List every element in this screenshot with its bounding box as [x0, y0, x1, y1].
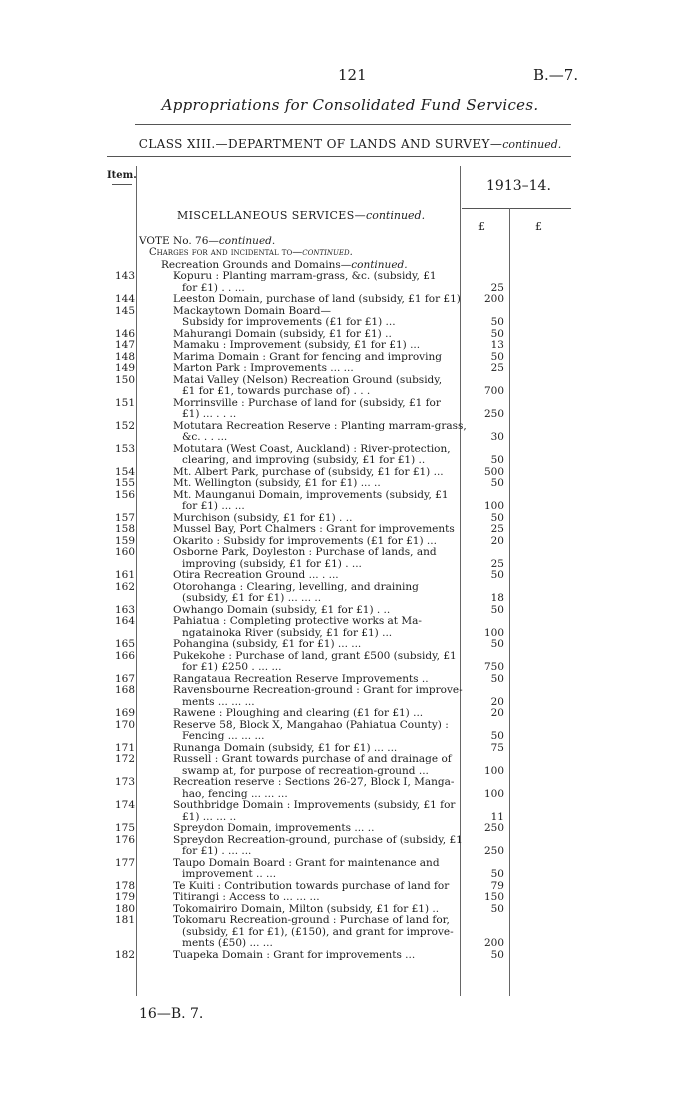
item-number: 167 [115, 672, 136, 685]
item-description: Te Kuiti : Contribution towards purchase of land for [173, 879, 450, 892]
item-number: 155 [115, 477, 136, 489]
item-row [0, 489, 700, 512]
item-amount: 50 [490, 327, 504, 340]
section-heading: MISCELLANEOUS SERVICES—continued. [177, 209, 426, 222]
item-number: 181 [115, 914, 136, 926]
item-description: &c. . . ... [182, 431, 228, 443]
item-row [0, 420, 700, 443]
item-number: 150 [115, 373, 136, 386]
page-title: Appropriations for Consolidated Fund Services. [161, 96, 539, 114]
item-description: for £1) £250 . ... ... [182, 661, 282, 673]
item-description: Mamaku : Improvement (subsidy, £1 for £1) ... [173, 339, 421, 351]
item-description: for £1) . . ... [182, 281, 245, 294]
item-number: 143 [115, 270, 136, 282]
item-row [0, 397, 700, 420]
item-description: (subsidy, £1 for £1), (£150), and grant for improve- [182, 925, 454, 938]
item-description: (subsidy, £1 for £1) ... ... .. [182, 592, 322, 604]
item-row [0, 339, 700, 351]
item-description: Fencing ... ... ... [182, 730, 265, 742]
item-amount: 75 [490, 741, 504, 754]
item-number: 153 [115, 442, 136, 455]
item-description: hao, fencing ... ... ... [182, 787, 288, 800]
item-amount: 30 [490, 431, 504, 443]
item-row [0, 719, 700, 742]
item-row [0, 523, 700, 535]
item-amount: 50 [490, 868, 504, 880]
item-description: Spreydon Domain, improvements ... .. [173, 822, 375, 834]
item-amount: 100 [483, 764, 504, 777]
item-description: Tuapeka Domain : Grant for improvements ... [173, 948, 416, 961]
item-description: clearing, and improving (subsidy, £1 for £1) .. [182, 454, 426, 466]
item-number: 159 [115, 534, 136, 547]
footer-signature: 16—B. 7. [139, 1006, 204, 1022]
item-description: Owhango Domain (subsidy, £1 for £1) . .. [173, 603, 391, 616]
item-description: Tokomaru Recreation-ground : Purchase of land for, [173, 914, 450, 926]
item-amount: 25 [490, 523, 504, 535]
item-row [0, 512, 700, 524]
item-description: Morrinsville : Purchase of land for (subsidy, £1 for [173, 396, 441, 409]
item-row [0, 880, 700, 892]
item-amount: 50 [490, 730, 504, 742]
item-number: 180 [115, 902, 136, 915]
item-description: Taupo Domain Board : Grant for maintenance and [173, 856, 440, 869]
item-description: Runanga Domain (subsidy, £1 for £1) ... ... [173, 741, 398, 754]
item-number: 147 [115, 339, 136, 351]
item-row [0, 604, 700, 616]
item-row [0, 546, 700, 569]
item-row [0, 903, 700, 915]
item-row [0, 638, 700, 650]
item-row [0, 891, 700, 903]
item-number: 175 [115, 822, 136, 834]
item-number: 166 [115, 649, 136, 662]
item-amount: 50 [490, 511, 504, 524]
item-description: Pukekohe : Purchase of land, grant £500 (subsidy, £1 [173, 649, 457, 662]
item-amount: 50 [490, 569, 504, 581]
item-description: Pohangina (subsidy, £1 for £1) ... ... [173, 638, 362, 650]
item-row [0, 799, 700, 822]
item-amount: 700 [483, 385, 504, 397]
class-heading: CLASS XIII.—DEPARTMENT OF LANDS AND SURVEY—continued. [138, 137, 562, 151]
item-number: 169 [115, 707, 136, 719]
item-row [0, 569, 700, 581]
item-row [0, 914, 700, 949]
item-row [0, 305, 700, 328]
item-row [0, 650, 700, 673]
item-row [0, 753, 700, 776]
item-description: Leeston Domain, purchase of land (subsidy, £1 for £1) [173, 293, 461, 305]
item-description: £1) ... . . .. [182, 408, 237, 420]
item-description: £1) ... ... .. [182, 810, 237, 823]
document-reference: B.—7. [533, 66, 579, 84]
vote-heading: VOTE No. 76—continued. [139, 235, 276, 247]
item-description: Titirangi : Access to ... ... ... [173, 891, 320, 903]
charges-heading: Charges for and incidental to—continued. [149, 247, 353, 258]
item-description: Otira Recreation Ground ... . ... [173, 569, 339, 581]
item-number: 170 [115, 718, 136, 731]
item-amount: 13 [490, 339, 504, 351]
item-description: Southbridge Domain : Improvements (subsidy, £1 for [173, 799, 456, 811]
item-description: Otorohanga : Clearing, levelling, and draining [173, 580, 419, 593]
item-amount: 50 [490, 948, 504, 961]
item-description: Motutara (West Coast, Auckland) : River-protection, [173, 442, 451, 455]
item-number: 149 [115, 362, 136, 374]
year-header-rule [462, 208, 571, 209]
item-description: Osborne Park, Doyleston : Purchase of lands, and [173, 546, 437, 558]
item-amount: 100 [483, 787, 504, 800]
item-number: 178 [115, 879, 136, 892]
item-description: improving (subsidy, £1 for £1) . ... [182, 557, 362, 570]
item-description: Mt. Wellington (subsidy, £1 for £1) ... .. [173, 477, 381, 489]
item-description: Murchison (subsidy, £1 for £1) . .. [173, 511, 353, 524]
top-rule [135, 124, 571, 125]
item-amount: 200 [483, 937, 504, 949]
item-row [0, 270, 700, 293]
item-amount: 50 [490, 350, 504, 363]
item-amount: 20 [490, 534, 504, 547]
item-number: 156 [115, 488, 136, 501]
item-amount: 25 [490, 281, 504, 294]
item-number: 165 [115, 638, 136, 650]
item-description: £1 for £1, towards purchase of) . . . [182, 385, 371, 397]
item-header-underline [112, 184, 132, 185]
item-amount: 11 [490, 810, 504, 823]
item-row [0, 293, 700, 305]
item-amount: 250 [483, 822, 504, 834]
item-row [0, 581, 700, 604]
item-amount: 50 [490, 316, 504, 328]
item-description: Mt. Albert Park, purchase of (subsidy, £1 for £1) ... [173, 465, 444, 478]
item-amount: 250 [483, 408, 504, 420]
currency-symbol-1: £ [478, 220, 485, 233]
item-row [0, 673, 700, 685]
item-description: for £1) . ... ... [182, 845, 252, 857]
item-row [0, 443, 700, 466]
currency-symbol-2: £ [535, 220, 542, 233]
item-amount: 50 [490, 638, 504, 650]
item-amount: 100 [483, 626, 504, 639]
item-number: 152 [115, 419, 136, 432]
item-description: Spreydon Recreation-ground, purchase of (subsidy, £1 [173, 833, 463, 846]
item-amount: 100 [483, 500, 504, 512]
item-row [0, 615, 700, 638]
item-description: ments ... ... ... [182, 695, 255, 708]
item-description: improvement .. ... [182, 868, 277, 880]
item-description: ngatainoka River (subsidy, £1 for £1) ... [182, 626, 393, 639]
item-description: Mahurangi Domain (subsidy, £1 for £1) .. [173, 327, 392, 340]
item-amount: 20 [490, 707, 504, 719]
item-description: Rawene : Ploughing and clearing (£1 for £1) ... [173, 707, 424, 719]
item-amount: 50 [490, 672, 504, 685]
item-column-header: Item. [107, 170, 137, 181]
item-number: 163 [115, 603, 136, 616]
item-number: 172 [115, 753, 136, 765]
item-row [0, 535, 700, 547]
item-description: Mussel Bay, Port Chalmers : Grant for improvements [173, 523, 455, 535]
item-description: Mackaytown Domain Board— [173, 304, 332, 317]
item-row [0, 684, 700, 707]
recreation-heading: Recreation Grounds and Domains—continued. [161, 259, 408, 271]
item-row [0, 351, 700, 363]
item-description: Okarito : Subsidy for improvements (£1 for £1) ... [173, 534, 437, 547]
header-rule [107, 156, 571, 157]
item-number: 182 [115, 948, 136, 961]
item-number: 146 [115, 327, 136, 340]
item-row [0, 707, 700, 719]
item-description: ments (£50) ... ... [182, 937, 273, 949]
item-amount: 200 [483, 293, 504, 305]
item-number: 144 [115, 293, 136, 305]
item-amount: 750 [483, 661, 504, 673]
item-number: 174 [115, 799, 136, 811]
item-number: 164 [115, 615, 136, 627]
item-row [0, 374, 700, 397]
page-number: 121 [338, 66, 367, 84]
item-number: 157 [115, 511, 136, 524]
year-header: 1913–14. [486, 178, 551, 194]
item-description: Matai Valley (Nelson) Recreation Ground (subsidy, [173, 373, 443, 386]
item-number: 176 [115, 833, 136, 846]
item-number: 171 [115, 741, 136, 754]
item-amount: 50 [490, 477, 504, 489]
item-number: 177 [115, 856, 136, 869]
item-amount: 25 [490, 362, 504, 374]
item-number: 179 [115, 891, 136, 903]
item-number: 154 [115, 465, 136, 478]
item-description: Marton Park : Improvements ... ... [173, 362, 354, 374]
item-amount: 20 [490, 695, 504, 708]
item-amount: 150 [483, 891, 504, 903]
item-number: 160 [115, 546, 136, 558]
item-amount: 50 [490, 603, 504, 616]
item-row [0, 949, 700, 961]
item-row [0, 466, 700, 478]
item-row [0, 742, 700, 754]
item-number: 162 [115, 580, 136, 593]
item-number: 145 [115, 304, 136, 317]
item-number: 148 [115, 350, 136, 363]
item-description: Tokomairiro Domain, Milton (subsidy, £1 for £1) .. [173, 902, 440, 915]
item-description: Rangataua Recreation Reserve Improvements .. [173, 672, 429, 685]
item-amount: 18 [490, 592, 504, 604]
item-row [0, 477, 700, 489]
item-row [0, 776, 700, 799]
item-amount: 50 [490, 902, 504, 915]
item-amount: 50 [490, 454, 504, 466]
item-row [0, 822, 700, 834]
item-description: Marima Domain : Grant for fencing and improving [173, 350, 442, 363]
item-number: 173 [115, 776, 136, 788]
item-row [0, 362, 700, 374]
item-row [0, 857, 700, 880]
item-description: Pahiatua : Completing protective works at Ma- [173, 615, 422, 627]
item-amount: 79 [490, 879, 504, 892]
item-row [0, 328, 700, 340]
item-number: 161 [115, 569, 136, 581]
item-amount: 500 [483, 465, 504, 478]
item-amount: 250 [483, 845, 504, 857]
item-description: Kopuru : Planting marram-grass, &c. (subsidy, £1 [173, 270, 437, 282]
item-description: for £1) ... ... [182, 500, 245, 512]
item-number: 158 [115, 523, 136, 535]
item-description: Motutara Recreation Reserve : Planting marram-grass, [173, 419, 467, 432]
item-row [0, 834, 700, 857]
item-description: Reserve 58, Block X, Mangahao (Pahiatua County) : [173, 718, 449, 731]
item-amount: 25 [490, 557, 504, 570]
item-description: Subsidy for improvements (£1 for £1) ... [182, 316, 396, 328]
item-description: swamp at, for purpose of recreation-ground ... [182, 764, 429, 777]
item-description: Russell : Grant towards purchase of and drainage of [173, 753, 452, 765]
item-number: 151 [115, 396, 136, 409]
item-description: Recreation reserve : Sections 26-27, Block I, Manga- [173, 776, 455, 788]
item-description: Ravensbourne Recreation-ground : Grant for improve- [173, 684, 463, 696]
item-number: 168 [115, 684, 136, 696]
item-description: Mt. Maunganui Domain, improvements (subsidy, £1 [173, 488, 449, 501]
